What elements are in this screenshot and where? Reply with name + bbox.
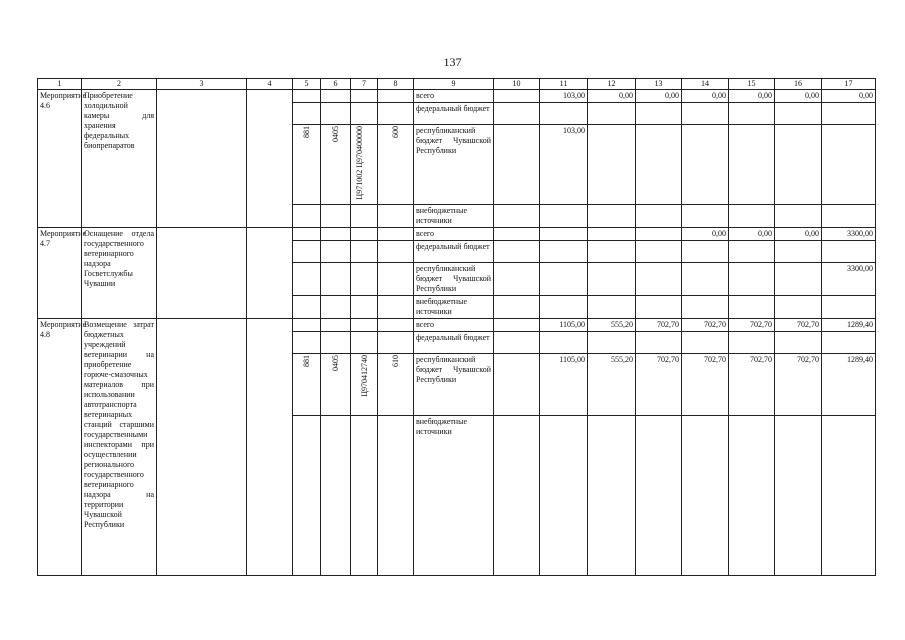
value-cell: 702,70 <box>729 318 775 331</box>
value-cell: 1289,40 <box>822 318 876 331</box>
col-header: 3 <box>157 79 247 90</box>
kbk-vr: 600 <box>391 126 400 138</box>
source-republic: республиканский бюджет Чувашской Республики <box>414 262 494 295</box>
col-header: 14 <box>682 79 729 90</box>
source-federal: федеральный бюджет <box>414 103 494 125</box>
value-cell: 702,70 <box>682 318 729 331</box>
value-cell: 3300,00 <box>822 227 876 240</box>
column-header-row <box>38 79 876 90</box>
kbk-csr: Ц971002 Ц970400000 <box>355 126 364 200</box>
col-header: 1 <box>38 79 82 90</box>
cell-empty <box>247 318 293 575</box>
cell-empty <box>157 227 247 318</box>
kbk-rz: 0405 <box>331 354 340 371</box>
measure-code: Мероприятие 4.8 <box>38 318 82 575</box>
col-header: 17 <box>822 79 876 90</box>
value-cell: 0,00 <box>682 90 729 103</box>
source-total: всего <box>414 90 494 103</box>
measure-name: Приобретение холодильной камеры для хранения федеральных биопрепаратов <box>82 90 157 228</box>
col-header: 9 <box>414 79 494 90</box>
measure-code: Мероприятие 4.7 <box>38 227 82 318</box>
value-cell: 0,00 <box>682 227 729 240</box>
value-cell: 103,00 <box>540 90 588 103</box>
kbk-gr: 881 <box>302 126 311 138</box>
measure-code: Мероприятие 4.6 <box>38 90 82 228</box>
col-header: 6 <box>321 79 351 90</box>
value-cell: 702,70 <box>729 353 775 415</box>
cell-empty <box>157 90 247 228</box>
value-cell: 1105,00 <box>540 318 588 331</box>
source-offbudget: внебюджетные источники <box>414 295 494 318</box>
table-row <box>38 90 876 103</box>
value-cell: 0,00 <box>729 90 775 103</box>
col-header: 8 <box>378 79 414 90</box>
source-offbudget: внебюджетные источники <box>414 415 494 575</box>
source-offbudget: внебюджетные источники <box>414 204 494 227</box>
kbk-gr: 881 <box>302 354 311 367</box>
col-header: 4 <box>247 79 293 90</box>
source-republic: республиканский бюджет Чувашской Республики <box>414 353 494 415</box>
value-cell: 555,20 <box>588 318 636 331</box>
value-cell: 0,00 <box>822 90 876 103</box>
value-cell: 702,70 <box>636 353 682 415</box>
col-header: 16 <box>775 79 822 90</box>
col-header: 2 <box>82 79 157 90</box>
budget-table <box>37 78 876 576</box>
col-header: 5 <box>293 79 321 90</box>
value-cell: 3300,00 <box>822 262 876 295</box>
value-cell: 555,20 <box>588 353 636 415</box>
source-total: всего <box>414 318 494 331</box>
value-cell: 702,70 <box>775 318 822 331</box>
value-cell: 702,70 <box>682 353 729 415</box>
table-row <box>38 318 876 331</box>
value-cell: 0,00 <box>588 90 636 103</box>
kbk-csr: Ц970412740 <box>359 354 369 397</box>
table-row <box>38 227 876 240</box>
col-header: 12 <box>588 79 636 90</box>
col-header: 13 <box>636 79 682 90</box>
cell-empty <box>247 227 293 318</box>
col-header: 11 <box>540 79 588 90</box>
source-federal: федеральный бюджет <box>414 331 494 353</box>
source-republic: республиканский бюджет Чувашской Республики <box>414 125 494 205</box>
value-cell: 0,00 <box>636 90 682 103</box>
value-cell: 1105,00 <box>540 353 588 415</box>
cell-empty <box>157 318 247 575</box>
kbk-vr: 610 <box>391 354 400 367</box>
value-cell: 0,00 <box>775 90 822 103</box>
value-cell: 0,00 <box>775 227 822 240</box>
value-cell: 103,00 <box>540 125 588 205</box>
col-header: 10 <box>494 79 540 90</box>
value-cell: 1289,40 <box>822 353 876 415</box>
cell-empty <box>247 90 293 228</box>
col-header: 7 <box>351 79 378 90</box>
value-cell: 702,70 <box>775 353 822 415</box>
source-federal: федеральный бюджет <box>414 240 494 262</box>
value-cell: 0,00 <box>729 227 775 240</box>
kbk-rz: 0405 <box>331 126 340 142</box>
source-total: всего <box>414 227 494 240</box>
value-cell: 702,70 <box>636 318 682 331</box>
measure-name: Оснащение отдела государственного ветеринарного надзора Госветслужбы Чувашии <box>82 227 157 318</box>
page-number: 137 <box>443 55 462 69</box>
measure-name: Возмещение затрат бюджетных учреждений ветеринарии на приобретение горюче-смазочных материалов при использовании автотранспорта ветеринарных станций старшими государственными инспекторами при осуществлении регионального государственного ветеринарного надзора на территории Чувашской Республики <box>82 318 157 575</box>
col-header: 15 <box>729 79 775 90</box>
